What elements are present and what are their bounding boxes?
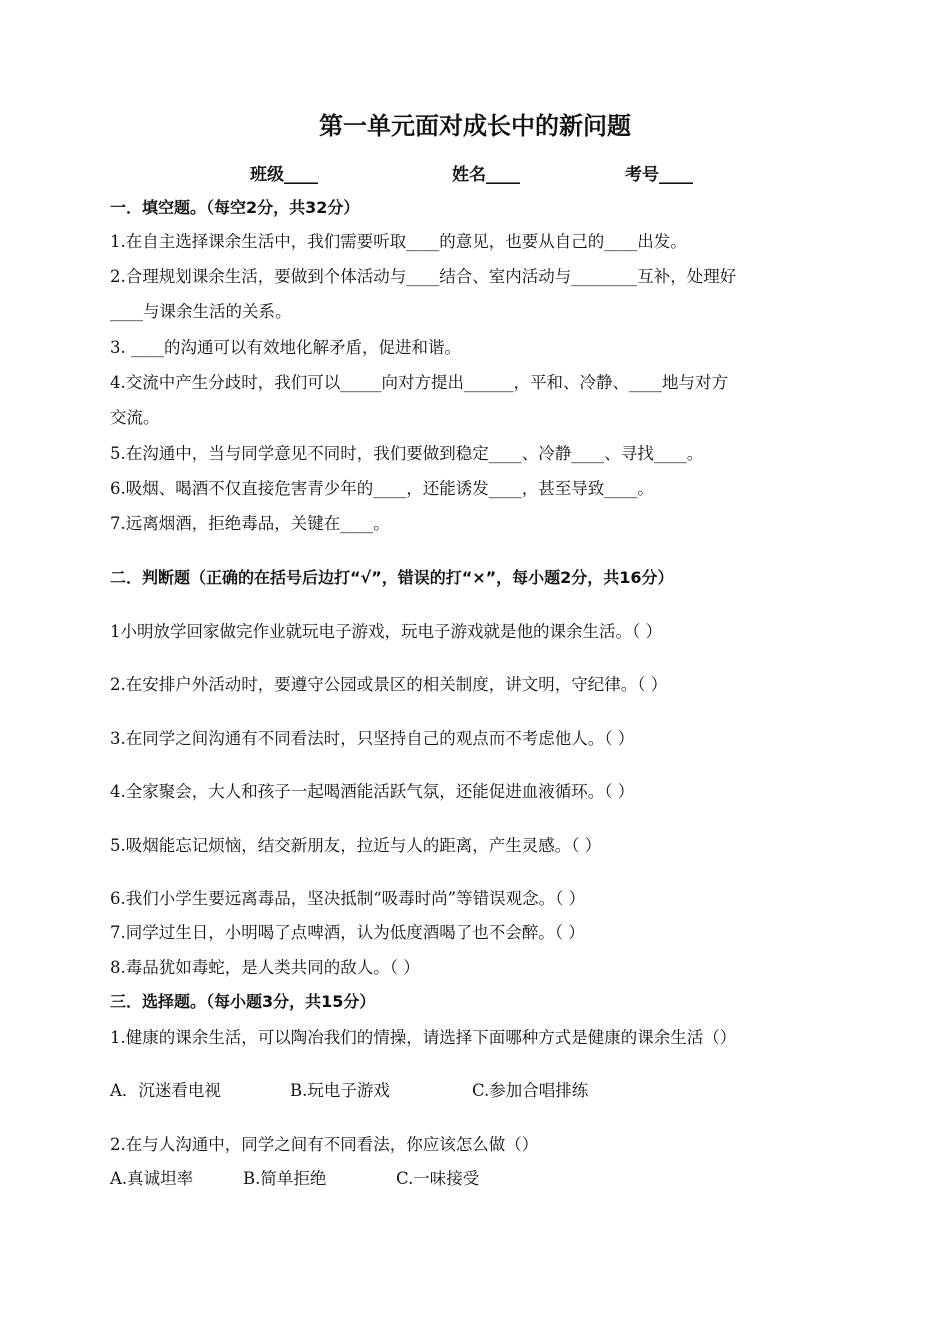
judgement-item: 3.在同学之间沟通有不同看法时，只坚持自己的观点而不考虑他人。（ ） (110, 729, 635, 748)
judgement-item: 8.毒品犹如毒蛇，是人类共同的敌人。（ ） (110, 958, 420, 977)
fill-blank-line: 6.吸烟、喝酒不仅直接危害青少年的____，还能诱发____，甚至导致____。 (110, 479, 654, 498)
choice-option: B.简单拒绝 (243, 1169, 327, 1188)
judgement-item: 5.吸烟能忘记烦恼，结交新朋友，拉近与人的距离，产生灵感。（ ） (110, 836, 602, 855)
choice-question-2: 2.在与人沟通中，同学之间有不同看法，你应该怎么做（） (110, 1135, 539, 1154)
exam-number-field: 考号____ (625, 165, 693, 185)
choice-option: C.一味接受 (396, 1169, 480, 1188)
page-title: 第一单元面对成长中的新问题 (319, 112, 631, 140)
fill-blank-line: ____与课余生活的关系。 (110, 302, 292, 321)
fill-blank-line: 1.在自主选择课余生活中，我们需要听取____的意见，也要从自己的____出发。 (110, 232, 687, 251)
section3-heading: 三．选择题。（每小题3分，共15分） (110, 992, 376, 1011)
fill-blank-line: 2.合理规划课余生活，要做到个体活动与____结合、室内活动与________互补，处理好 (110, 267, 737, 286)
section1-heading: 一．填空题。（每空2分，共32分） (110, 198, 360, 217)
fill-blank-line: 交流。 (110, 408, 160, 427)
choice-option: A.真诚坦率 (110, 1169, 194, 1188)
judgement-item: 6.我们小学生要远离毒品，坚决抵制“吸毒时尚”等错误观念。（ ） (110, 889, 586, 908)
student-info-row (0, 160, 950, 188)
class-field: 班级____ (250, 165, 318, 185)
choice-option: B.玩电子游戏 (290, 1081, 390, 1100)
fill-blank-line: 5.在沟通中，当与同学意见不同时，我们要做到稳定____、冷静____、寻找____。 (110, 444, 704, 463)
fill-blank-line: 4.交流中产生分歧时，我们可以_____向对方提出______，平和、冷静、____地与对方 (110, 373, 728, 392)
fill-blank-line: 3. ____的沟通可以有效地化解矛盾，促进和谐。 (110, 338, 461, 357)
name-field: 姓名____ (452, 165, 520, 185)
judgement-item: 7.同学过生日，小明喝了点啤酒，认为低度酒喝了也不会醉。（ ） (110, 923, 585, 942)
fill-blank-line: 7.远离烟酒，拒绝毒品，关键在____。 (110, 514, 390, 533)
choice-option: C.参加合唱排练 (472, 1081, 589, 1100)
choice-question-1: 1.健康的课余生活，可以陶冶我们的情操，请选择下面哪种方式是健康的课余生活（） (110, 1028, 737, 1047)
judgement-item: 2.在安排户外活动时，要遵守公园或景区的相关制度，讲文明，守纪律。（ ） (110, 675, 668, 694)
choice-option: A．沉迷看电视 (110, 1081, 221, 1100)
section2-heading: 二．判断题（正确的在括号后边打“√”，错误的打“×”，每小题2分，共16分） (110, 568, 674, 587)
judgement-item: 4.全家聚会，大人和孩子一起喝酒能活跃气氛，还能促进血液循环。（ ） (110, 782, 635, 801)
judgement-item: 1小明放学回家做完作业就玩电子游戏，玩电子游戏就是他的课余生活。（ ） (110, 622, 662, 641)
